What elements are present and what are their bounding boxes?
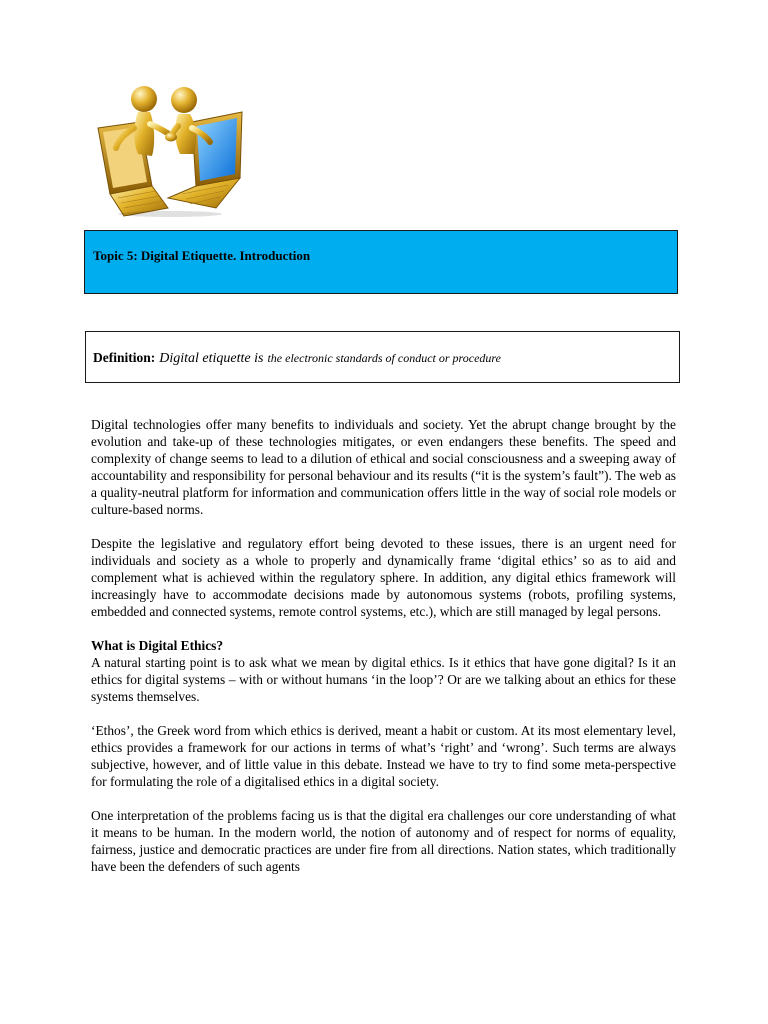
definition-box xyxy=(85,331,680,383)
section-heading-digital-ethics: What is Digital Ethics? xyxy=(91,638,224,653)
definition-term: Digital etiquette is xyxy=(159,351,264,366)
two-figures-handshake-through-laptops-icon xyxy=(94,82,246,218)
paragraph-starting-point: A natural starting point is to ask what we mean by digital ethics. Is it ethics that have gone digital? Is it an ethics for digital systems – with or without humans ‘in the loop’? Or are we talking about an ethics for these systems themselves. xyxy=(91,655,676,704)
topic-banner xyxy=(84,230,678,294)
paragraph-intro: Digital technologies offer many benefits to individuals and society. Yet the abrupt change brought by the evolution and take-up of these technologies mitigates, or even endangers these benefits. The speed and complexity of change seems to lead to a dilution of ethical and social consciousness and a sweeping away of accountability and responsibility for personal behaviour and its results (“it is the system’s fault”). The web as a quality-neutral platform for information and communication offers little in the way of social role models or culture-based norms. xyxy=(91,417,676,517)
handshake-laptops-illustration xyxy=(94,82,246,218)
definition-text: the electronic standards of conduct or procedure xyxy=(267,351,501,365)
article-body xyxy=(91,416,676,875)
paragraph-ethos: ‘Ethos’, the Greek word from which ethics is derived, meant a habit or custom. At its most elementary level, ethics provides a framework for our actions in terms of what’s ‘right’ and ‘wrong’. Such terms are always subjective, however, and of little value in this debate. Instead we have to try to find some meta-perspective for formulating the role of a digitalised ethics in a digital society. xyxy=(91,723,676,789)
paragraph-regulatory: Despite the legislative and regulatory effort being devoted to these issues, there is an urgent need for individuals and society as a whole to properly and dynamically frame ‘digital ethics’ so as to aid and complement what is achieved within the regulatory sphere. In addition, any digital ethics framework will increasingly have to accommodate decisions made by autonomous systems (robots, profiling systems, embedded and connected systems, remote control systems, etc.), which are still managed by legal persons. xyxy=(91,536,676,619)
topic-title: Topic 5: Digital Etiquette. Introduction xyxy=(93,248,311,263)
definition-line xyxy=(93,349,501,367)
paragraph-interpretation: One interpretation of the problems facing us is that the digital era challenges our core understanding of what it means to be human. In the modern world, the notion of autonomy and of respect for norms of equality, fairness, justice and democratic practices are under fire from all directions. Nation states, which traditionally have been the defenders of such agents xyxy=(91,808,676,874)
definition-label: Definition: xyxy=(93,350,156,365)
